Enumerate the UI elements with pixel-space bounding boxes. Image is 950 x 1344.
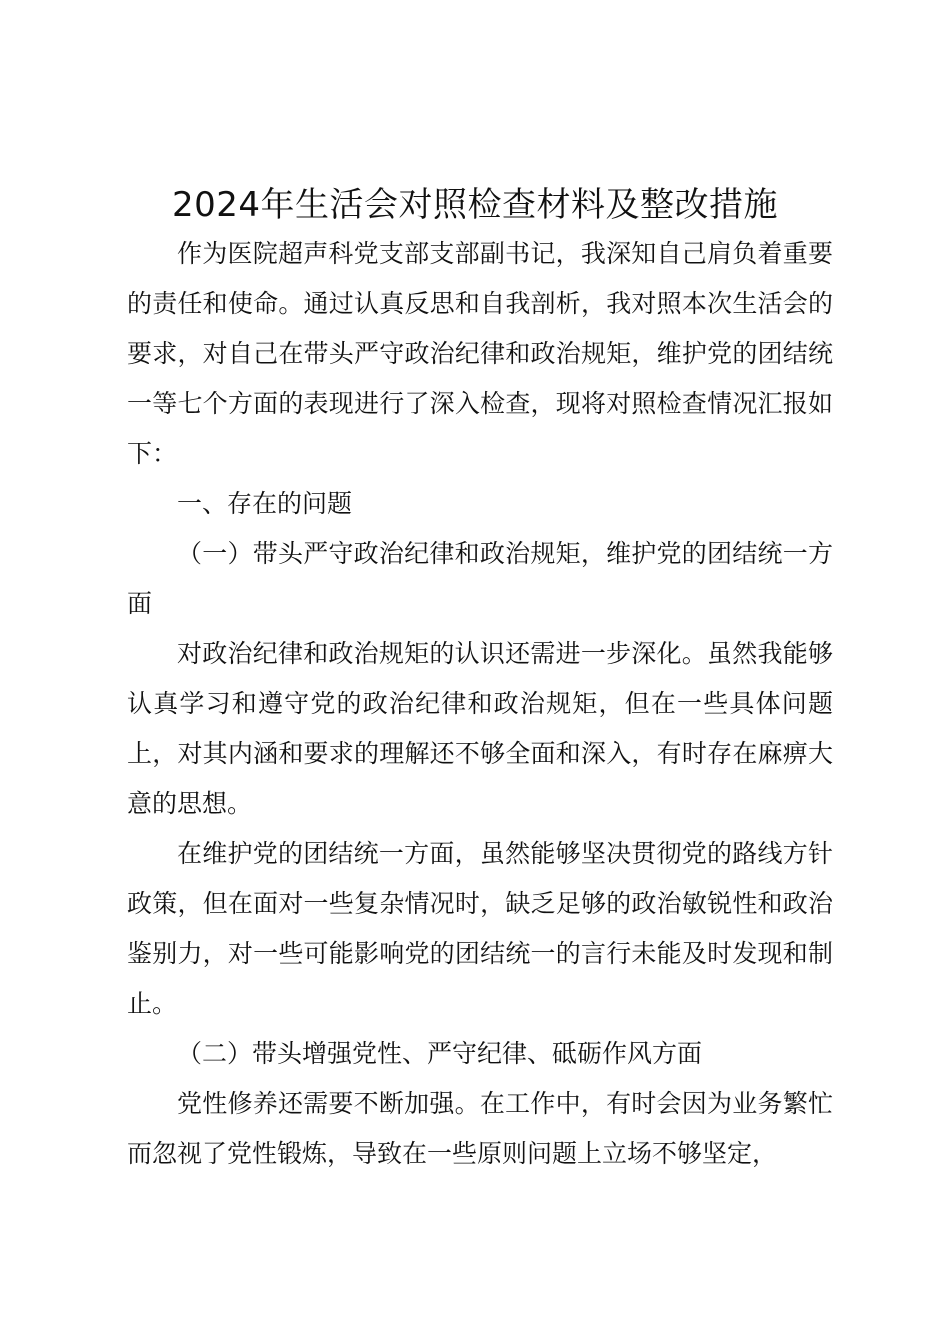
intro-paragraph: 作为医院超声科党支部支部副书记，我深知自己肩负着重要的责任和使命。通过认真反思和自我剖析，我对照本次生活会的要求，对自己在带头严守政治纪律和政治规矩，维护党的团结统一等七个方面的表现进行了深入检查，现将对照检查情况汇报如下： [127,239,833,468]
body-paragraph: 在维护党的团结统一方面，虽然能够坚决贯彻党的路线方针政策，但在面对一些复杂情况时，缺乏足够的政治敏锐性和政治鉴别力，对一些可能影响党的团结统一的言行未能及时发现和制止。 [127,839,833,1018]
document-body [127,229,833,1179]
subsection-heading-1: （一）带头严守政治纪律和政治规矩，维护党的团结统一方面 [127,539,833,618]
body-paragraph: 党性修养还需要不断加强。在工作中，有时会因为业务繁忙而忽视了党性锻炼，导致在一些原则问题上立场不够坚定， [127,1089,833,1168]
body-paragraph: 对政治纪律和政治规矩的认识还需进一步深化。虽然我能够认真学习和遵守党的政治纪律和政治规矩，但在一些具体问题上，对其内涵和要求的理解还不够全面和深入，有时存在麻痹大意的思想。 [127,639,833,818]
document-title: 2024年生活会对照检查材料及整改措施 [171,185,779,225]
section-heading-problems: 一、存在的问题 [177,489,353,518]
subsection-heading-2: （二）带头增强党性、严守纪律、砥砺作风方面 [177,1039,703,1068]
